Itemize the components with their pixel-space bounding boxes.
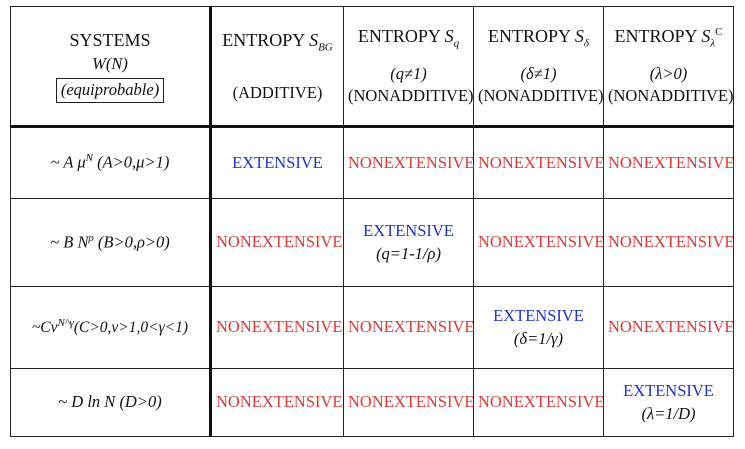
header-entropy-delta: ENTROPY $S_\delta$ (δ≠1) (NONADDITIVE) [474,7,604,127]
result-cell: NONEXTENSIVE [604,287,734,369]
entropy-delta-condition: (δ≠1) [520,63,557,83]
equiprobable-box: (equiprobable) [56,78,164,103]
result-cell: NONEXTENSIVE [344,287,474,369]
result-cell: NONEXTENSIVE [604,199,734,287]
result-cell: NONEXTENSIVE [211,287,344,369]
systems-formula: W(N) [92,53,128,73]
system-cell: ~ B $N^\rho$ (B>0,ρ>0) [11,199,211,287]
result-cell: NONEXTENSIVE [474,199,604,287]
result-cell: NONEXTENSIVE [604,127,734,199]
result-cell: NONEXTENSIVE [344,127,474,199]
result-cell: EXTENSIVE (δ=1/γ) [474,287,604,369]
result-cell: EXTENSIVE (λ=1/D) [604,369,734,437]
entropy-delta-title: ENTROPY [488,26,571,47]
system-cell: $\sim C\nu^{N\^{}\gamma}(C>0,\nu>1,0<\gamma<1)$ [11,287,211,369]
header-row [11,7,734,127]
entropy-lambda-condition: (λ>0) [649,63,688,83]
header-entropy-bg: ENTROPY $S_{BG}$ (ADDITIVE) [211,7,344,127]
result-cell: NONEXTENSIVE [344,369,474,437]
result-cell: NONEXTENSIVE [474,127,604,199]
entropy-lambda-note: (NONADDITIVE) [608,86,734,106]
result-cell: NONEXTENSIVE [211,369,344,437]
entropy-delta-note: (NONADDITIVE) [478,86,604,106]
entropy-bg-note: (ADDITIVE) [232,82,323,102]
entropy-q-title: ENTROPY [357,26,441,47]
result-cell: EXTENSIVE [211,127,344,199]
system-cell: ~ A $\mu^N$ (A>0,μ>1) [11,127,211,199]
table-row [11,199,734,287]
systems-title: SYSTEMS [69,30,151,51]
result-cell: EXTENSIVE (q=1-1/ρ) [344,199,474,287]
result-cell: NONEXTENSIVE [211,199,344,287]
entropy-comparison-table [10,6,734,437]
header-systems [11,7,211,127]
entropy-q-condition: (q≠1) [390,63,427,83]
entropy-bg-title: ENTROPY [222,29,305,50]
entropy-q-note: (NONADDITIVE) [348,86,474,106]
system-cell: ~ D ln N (D>0) [11,369,211,437]
table-row [11,369,734,437]
header-entropy-lambda: ENTROPY $S_\lambda^C$ (λ>0) (NONADDITIVE) [604,7,734,127]
entropy-lambda-title: ENTROPY [614,26,697,47]
result-cell: NONEXTENSIVE [474,369,604,437]
table-row [11,127,734,199]
header-entropy-q: ENTROPY $S_q$ (q≠1) (NONADDITIVE) [344,7,474,127]
table-row [11,287,734,369]
